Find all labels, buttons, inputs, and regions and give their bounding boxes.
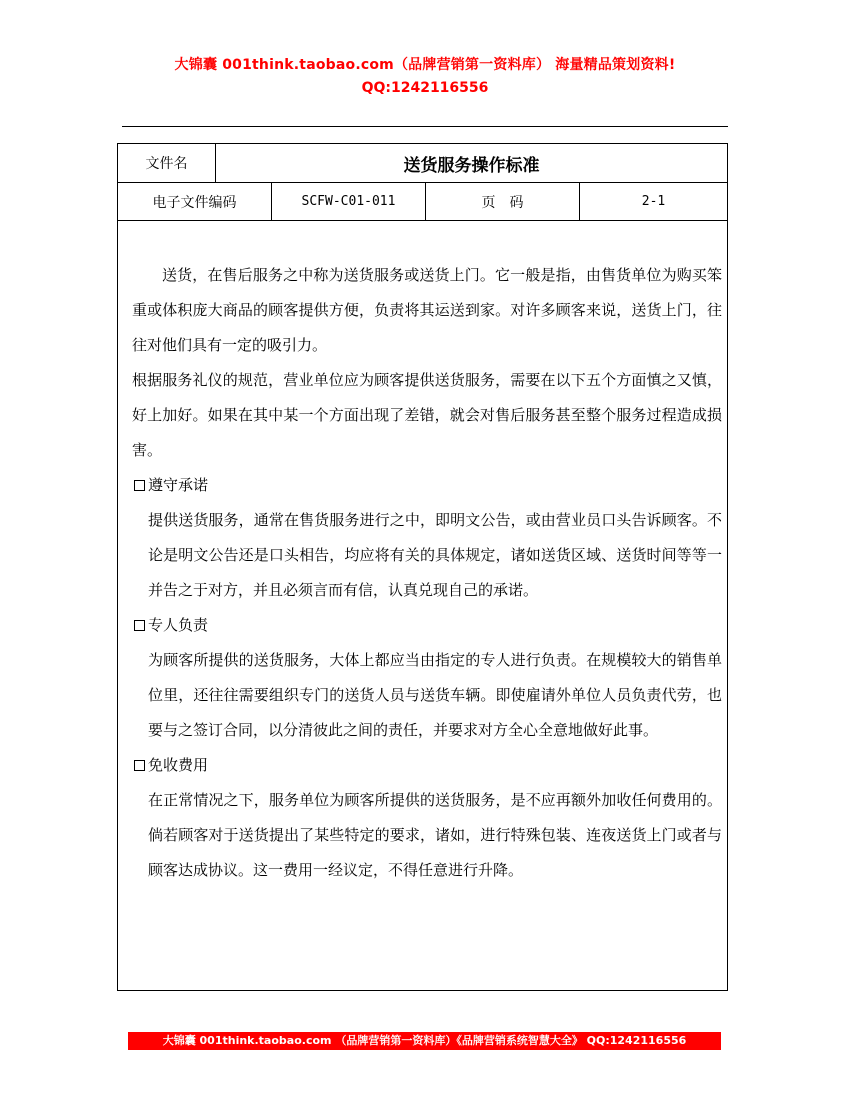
document-form	[117, 143, 728, 991]
section-heading	[132, 748, 722, 783]
file-name-label: 文件名	[118, 144, 216, 182]
document-title: 送货服务操作标准	[403, 155, 540, 176]
section-title: 遵守承诺	[148, 476, 209, 494]
page-label: 页码	[426, 183, 580, 220]
header-promo-line: 大锦囊 001think.taobao.com（品牌营销第一资料库） 海量精品策划资料!	[174, 57, 676, 73]
file-code-label: 电子文件编码	[118, 183, 272, 220]
section-heading	[132, 468, 722, 503]
meta-row	[118, 183, 727, 221]
section-body: 为顾客所提供的送货服务，大体上都应当由指定的专人进行负责。在规模较大的销售单位里，还往往需要组织专门的送货人员与送货车辆。即使雇请外单位人员负责代劳，也要与之签订合同，以分清彼此之间的责任，并要求对方全心全意地做好此事。	[148, 651, 722, 739]
intro-paragraph-2: 根据服务礼仪的规范，营业单位应为顾客提供送货服务，需要在以下五个方面慎之又慎，好上加好。如果在其中某一个方面出现了差错，就会对售后服务甚至整个服务过程造成损害。	[132, 371, 722, 459]
footer-banner: 大锦囊 001think.taobao.com （品牌营销第一资料库）《品牌营销系统智慧大全》 QQ:1242116556	[128, 1032, 721, 1050]
file-code-value: SCFW-C01-011	[272, 183, 426, 220]
section-body: 提供送货服务，通常在售货服务进行之中，即明文公告，或由营业员口头告诉顾客。不论是明文公告还是口头相告，均应将有关的具体规定，诸如送货区域、送货时间等等一并告之于对方，并且必须言而有信，认真兑现自己的承诺。	[148, 511, 722, 599]
checkbox-icon	[134, 620, 145, 631]
header-qq-line: QQ:1242116556	[361, 80, 489, 96]
intro-paragraph: 送货，在售后服务之中称为送货服务或送货上门。它一般是指，由售货单位为购买笨重或体积庞大商品的顾客提供方便，负责将其运送到家。对许多顾客来说，送货上门，往往对他们具有一定的吸引力。	[132, 266, 722, 354]
checkbox-icon	[134, 480, 145, 491]
section-title: 专人负责	[148, 616, 209, 634]
section-title: 免收费用	[148, 756, 209, 774]
page-value: 2-1	[641, 194, 666, 209]
header-divider	[122, 126, 728, 127]
title-row	[118, 144, 727, 183]
section-heading	[132, 608, 722, 643]
document-body	[132, 258, 722, 888]
section-body: 在正常情况之下，服务单位为顾客所提供的送货服务，是不应再额外加收任何费用的。倘若顾客对于送货提出了某些特定的要求，诸如，进行特殊包装、连夜送货上门或者与顾客达成协议。这一费用一经议定，不得任意进行升降。	[148, 791, 722, 879]
checkbox-icon	[134, 760, 145, 771]
